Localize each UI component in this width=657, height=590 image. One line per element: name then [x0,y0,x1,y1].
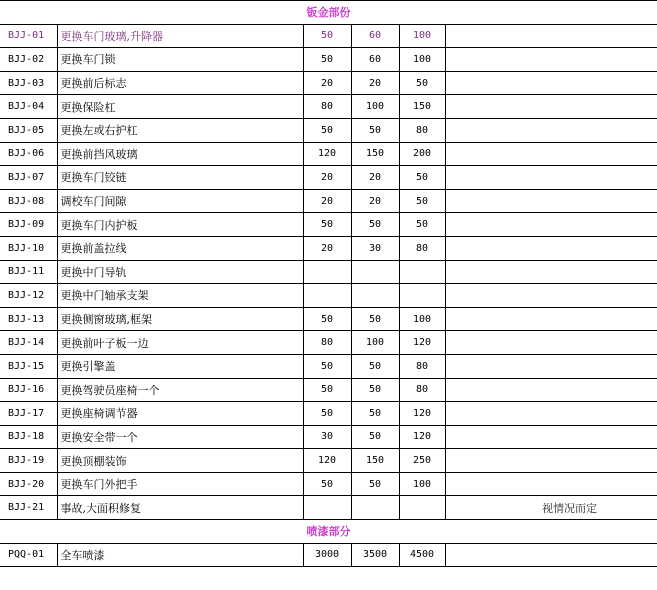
item-code: BJJ-11 [0,260,57,284]
price-3 [399,260,445,284]
price-2 [351,284,399,308]
price-1: 120 [303,142,351,166]
section-header [0,520,657,544]
item-code: PQQ-01 [0,543,57,567]
price-1: 80 [303,331,351,355]
item-name: 更换前叶子板一边 [57,331,303,355]
item-code: BJJ-03 [0,71,57,95]
price-2: 20 [351,166,399,190]
item-name: 更换车门铰链 [57,166,303,190]
price-1: 50 [303,118,351,142]
item-name: 更换座椅调节器 [57,402,303,426]
price-2: 50 [351,307,399,331]
table-row [0,189,657,213]
price-2: 50 [351,425,399,449]
item-code: BJJ-06 [0,142,57,166]
item-note [445,24,657,48]
item-note [445,118,657,142]
price-3: 100 [399,472,445,496]
price-1: 50 [303,24,351,48]
price-1: 50 [303,213,351,237]
item-code: BJJ-18 [0,425,57,449]
item-code: BJJ-04 [0,95,57,119]
item-code: BJJ-15 [0,354,57,378]
price-2: 3500 [351,543,399,567]
price-1: 80 [303,95,351,119]
price-2: 100 [351,95,399,119]
table-row [0,307,657,331]
price-3: 120 [399,331,445,355]
table-row [0,284,657,308]
price-2: 100 [351,331,399,355]
price-1 [303,496,351,520]
section-title: 喷漆部分 [306,525,351,539]
table-row [0,496,657,520]
table-row [0,71,657,95]
price-2 [351,496,399,520]
table-row [0,213,657,237]
item-code: BJJ-16 [0,378,57,402]
table-row [0,142,657,166]
price-1: 20 [303,71,351,95]
item-note [445,472,657,496]
table-row [0,472,657,496]
section-header-cell [0,520,657,544]
item-note [445,95,657,119]
price-1: 20 [303,166,351,190]
price-1: 20 [303,189,351,213]
price-3: 120 [399,402,445,426]
item-note [445,449,657,473]
price-1: 50 [303,472,351,496]
item-name: 更换安全带一个 [57,425,303,449]
item-note [445,166,657,190]
price-3 [399,496,445,520]
price-2: 30 [351,236,399,260]
table-row [0,331,657,355]
item-note [445,213,657,237]
section-header-cell [0,1,657,25]
item-note [445,378,657,402]
item-name: 更换车门锁 [57,48,303,72]
item-name: 更换前后标志 [57,71,303,95]
price-2: 50 [351,402,399,426]
price-2: 20 [351,71,399,95]
item-note [445,48,657,72]
item-name: 更换顶棚装饰 [57,449,303,473]
item-name: 更换车门外把手 [57,472,303,496]
price-2: 150 [351,142,399,166]
item-note [445,425,657,449]
item-code: BJJ-13 [0,307,57,331]
price-1: 50 [303,378,351,402]
price-2: 50 [351,213,399,237]
item-code: BJJ-10 [0,236,57,260]
price-1: 30 [303,425,351,449]
item-name: 更换前盖拉线 [57,236,303,260]
item-code: BJJ-19 [0,449,57,473]
item-note [445,307,657,331]
price-3: 80 [399,378,445,402]
price-3: 50 [399,71,445,95]
price-2: 60 [351,48,399,72]
price-1: 20 [303,236,351,260]
table-row [0,118,657,142]
price-2: 50 [351,118,399,142]
item-note [445,543,657,567]
price-3: 50 [399,213,445,237]
table-row [0,449,657,473]
table-row [0,354,657,378]
item-code: BJJ-05 [0,118,57,142]
item-note [445,71,657,95]
item-code: BJJ-17 [0,402,57,426]
item-code: BJJ-20 [0,472,57,496]
item-name: 更换中门轴承支架 [57,284,303,308]
table-row [0,260,657,284]
item-note [445,189,657,213]
price-3 [399,284,445,308]
item-name: 更换驾驶员座椅一个 [57,378,303,402]
price-1: 3000 [303,543,351,567]
item-name: 更换前挡风玻璃 [57,142,303,166]
price-3: 100 [399,307,445,331]
item-note: 视情况而定 [445,496,657,520]
item-note [445,236,657,260]
table-row [0,425,657,449]
price-3: 150 [399,95,445,119]
item-note [445,354,657,378]
price-3: 80 [399,354,445,378]
table-row [0,543,657,567]
item-code: BJJ-07 [0,166,57,190]
item-code: BJJ-01 [0,24,57,48]
price-1: 50 [303,307,351,331]
item-note [445,284,657,308]
price-3: 250 [399,449,445,473]
item-name: 调校车门间隙 [57,189,303,213]
table-row [0,378,657,402]
price-3: 50 [399,166,445,190]
price-2: 50 [351,354,399,378]
price-2: 60 [351,24,399,48]
item-note [445,331,657,355]
price-1: 50 [303,354,351,378]
price-2: 150 [351,449,399,473]
item-code: BJJ-21 [0,496,57,520]
item-name: 全车喷漆 [57,543,303,567]
item-name: 事故,大面积修复 [57,496,303,520]
price-2: 50 [351,378,399,402]
table-row [0,24,657,48]
price-2 [351,260,399,284]
price-3: 200 [399,142,445,166]
price-3: 100 [399,24,445,48]
item-note [445,142,657,166]
table-row [0,166,657,190]
item-code: BJJ-12 [0,284,57,308]
price-1: 50 [303,48,351,72]
item-code: BJJ-14 [0,331,57,355]
price-2: 20 [351,189,399,213]
section-header [0,1,657,25]
price-1: 50 [303,402,351,426]
price-3: 100 [399,48,445,72]
table-row [0,236,657,260]
item-name: 更换车门玻璃,升降器 [57,24,303,48]
item-name: 更换车门内护板 [57,213,303,237]
item-code: BJJ-09 [0,213,57,237]
item-code: BJJ-02 [0,48,57,72]
item-name: 更换引擎盖 [57,354,303,378]
price-1 [303,284,351,308]
item-name: 更换侧窗玻璃,框架 [57,307,303,331]
price-3: 80 [399,118,445,142]
price-2: 50 [351,472,399,496]
price-3: 80 [399,236,445,260]
price-table-body [0,1,657,567]
price-1 [303,260,351,284]
item-note [445,402,657,426]
price-3: 50 [399,189,445,213]
table-row [0,48,657,72]
item-name: 更换保险杠 [57,95,303,119]
price-3: 4500 [399,543,445,567]
item-note [445,260,657,284]
section-title: 钣金部份 [306,6,351,20]
price-3: 120 [399,425,445,449]
price-1: 120 [303,449,351,473]
table-row [0,95,657,119]
item-code: BJJ-08 [0,189,57,213]
table-row [0,402,657,426]
item-name: 更换左或右护杠 [57,118,303,142]
item-name: 更换中门导轨 [57,260,303,284]
